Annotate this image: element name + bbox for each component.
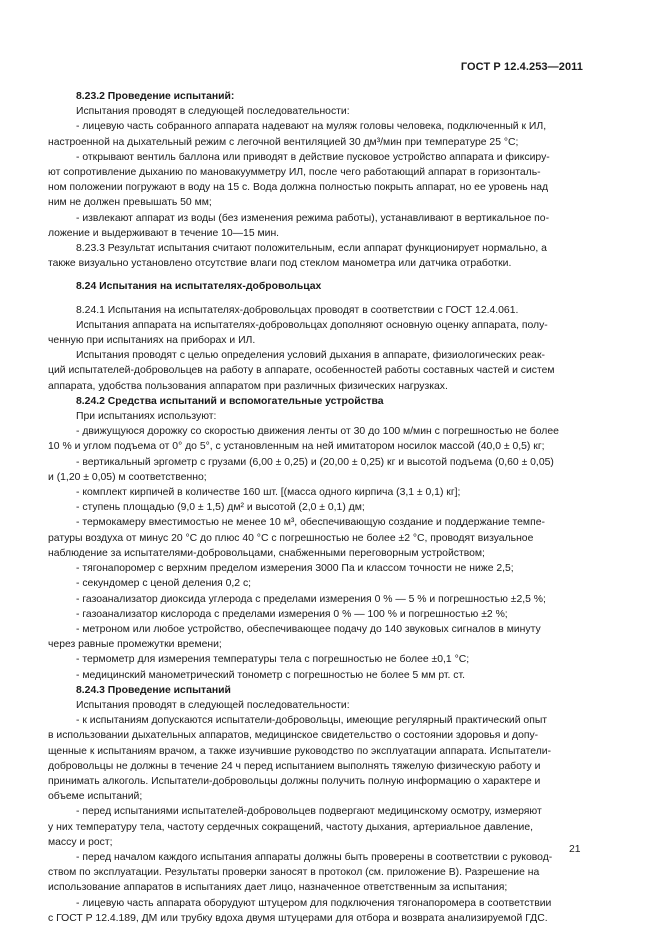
- text-line: - метроном или любое устройство, обеспечивающее подачу до 140 звуковых сигналов в минуту: [76, 623, 541, 635]
- text-line: При испытаниях используют:: [76, 411, 217, 423]
- text-line: ратуры воздуха от минус 20 °С до плюс 40 °С с погрешностью не более ±2 °С, проводят визуальное: [48, 532, 534, 544]
- text-line: в использовании дыхательных аппаратов, медицинское свидетельство о состоянии здоровья и допу-: [48, 730, 539, 742]
- text-line: с ГОСТ Р 12.4.189, ДМ или трубку вдоха двумя штуцерами для отбора и возврата анализируемой ГДС.: [48, 912, 548, 924]
- text-line: Испытания проводят в следующей последовательности:: [76, 699, 350, 711]
- paragraph-gap: [48, 271, 585, 279]
- section-heading-line: 8.23.2 Проведение испытаний:: [76, 91, 235, 102]
- document-body: [48, 89, 585, 926]
- section-heading-line: 8.24.2 Средства испытаний и вспомогательные устройства: [76, 395, 384, 407]
- text-line: - извлекают аппарат из воды (без изменения режима работы), устанавливают в вертикальное по-: [76, 212, 550, 224]
- text-line: - медицинский манометрический тонометр с погрешностью не более 5 мм рт. ст.: [76, 669, 465, 681]
- text-line: наблюдение за испытателями-добровольцами, снабженными переговорным устройством;: [48, 547, 485, 559]
- text-line: - перед началом каждого испытания аппараты должны быть проверены в соответствии с руковод-: [76, 851, 553, 863]
- page-number: 21: [569, 844, 581, 855]
- text-line: - газоанализатор кислорода с пределами измерения 0 % — 100 % и погрешностью ±2 %;: [76, 608, 508, 620]
- text-line: - к испытаниям допускаются испытатели-добровольцы, имеющие регулярный практический опыт: [76, 715, 548, 727]
- text-line: через равные промежутки времени;: [48, 639, 222, 651]
- text-line: ций испытателей-добровольцев на работу в аппарате, особенностей работы составных частей и систем: [48, 365, 555, 377]
- text-line: - термокамеру вместимостью не менее 10 м³, обеспечивающую создание и поддержание темпе-: [76, 517, 545, 529]
- text-line: Испытания аппарата на испытателях-добровольцах дополняют основную оценку аппарата, полу-: [76, 319, 548, 331]
- paragraph-gap: [48, 295, 585, 303]
- text-line: у них температуру тела, частоту сердечных сокращений, частоту дыхания, артериальное давление,: [48, 821, 533, 833]
- text-line: ложение и выдерживают в течение 10—15 мин.: [48, 227, 280, 239]
- text-line: - лицевую часть собранного аппарата надевают на муляж головы человека, подключенный к ИЛ,: [76, 121, 547, 133]
- text-line: объеме испытаний;: [48, 791, 143, 803]
- text-line: щенные к испытаниям врачом, а также изучившие руководство по эксплуатации аппарата. Испытатели-: [48, 745, 552, 757]
- text-line: - лицевую часть аппарата оборудуют штуцером для подключения тягонапоромера в соответствии: [76, 897, 552, 909]
- section-heading-line: 8.24.3 Проведение испытаний: [76, 684, 231, 696]
- text-line: принимать алкоголь. Испытатели-добровольцы должны получить полную информацию о характере и: [48, 775, 541, 787]
- text-line: ним не должен превышать 50 мм;: [48, 197, 212, 209]
- text-line: - движущуюся дорожку со скоростью движения ленты от 30 до 100 м/мин с погрешностью не более: [76, 426, 559, 438]
- text-line: - ступень площадью (9,0 ± 1,5) дм² и высотой (2,0 ± 0,1) дм;: [76, 502, 365, 514]
- text-line: аппарата, удобства пользования аппаратом при различных физических нагрузках.: [48, 380, 448, 392]
- text-line: и (1,20 ± 0,05) м соответственно;: [48, 471, 207, 483]
- text-line: Испытания проводят с целью определения условий дыхания в аппарате, физиологических реак-: [76, 350, 545, 362]
- text-line: - тягонапоромер с верхним пределом измерения 3000 Па и классом точности не ниже 2,5;: [76, 563, 514, 575]
- text-line: ном положении погружают в воду на 15 с. Вода должна полностью покрыть аппарат, но ее уровень над: [48, 182, 549, 194]
- text-line: использование аппаратов в испытаниях дает лицо, назначенное ответственным за испытания;: [48, 882, 508, 894]
- text-line: - газоанализатор диоксида углерода с пределами измерения 0 % — 5 % и погрешностью ±2,5 %;: [76, 593, 546, 605]
- text-line: - перед испытаниями испытателей-добровольцев подвергают медицинскому осмотру, измеряют: [76, 806, 542, 818]
- text-line: - комплект кирпичей в количестве 160 шт. [(масса одного кирпича (3,1 ± 0,1) кг];: [76, 487, 461, 499]
- text-line: массу и рост;: [48, 836, 113, 848]
- text-line: 8.23.3 Результат испытания считают положительным, если аппарат функционирует нормально, а: [76, 243, 547, 255]
- text-line: 10 % и углом подъема от 0° до 5°, с установленным на ней имитатором носилок массой (40,0 ± 0,5) кг;: [48, 441, 545, 453]
- text-line: добровольцы не должны в течение 24 ч перед испытанием выполнять тяжелую физическую работу и: [48, 760, 541, 772]
- text-line: также визуально установлено отсутствие влаги под стеклом манометра или датчика отработки.: [48, 258, 512, 270]
- text-line: настроенной на дыхательный режим с легочной вентиляцией 30 дм³/мин при температуре 25 °С;: [48, 136, 519, 148]
- text-line: 8.24.1 Испытания на испытателях-добровольцах проводят в соответствии с ГОСТ 12.4.061.: [76, 304, 519, 316]
- text-line: - термометр для измерения температуры тела с погрешностью не более ±0,1 °С;: [76, 654, 470, 666]
- section-heading-line: 8.24 Испытания на испытателях-добровольцах: [76, 281, 322, 293]
- text-line: Испытания проводят в следующей последовательности:: [76, 106, 350, 118]
- document-code-header: ГОСТ Р 12.4.253—2011: [460, 61, 583, 73]
- text-line: ченную при испытаниях на приборах и ИЛ.: [48, 335, 256, 347]
- text-line: - секундомер с ценой деления 0,2 с;: [76, 578, 252, 590]
- text-line: ют сопротивление дыханию по мановакуумметру ИЛ, после чего работающий аппарат в горизонталь-: [48, 167, 541, 179]
- text-line: ством по эксплуатации. Результаты проверки заносят в протокол (см. приложение В). Разрешение на: [48, 867, 540, 879]
- text-line: - вертикальный эргометр с грузами (6,00 ± 0,25) и (20,00 ± 0,25) кг и высотой подъема (0,60 ± 0,05): [76, 456, 554, 468]
- text-line: - открывают вентиль баллона или приводят в действие пусковое устройство аппарата и фиксиру-: [76, 151, 550, 163]
